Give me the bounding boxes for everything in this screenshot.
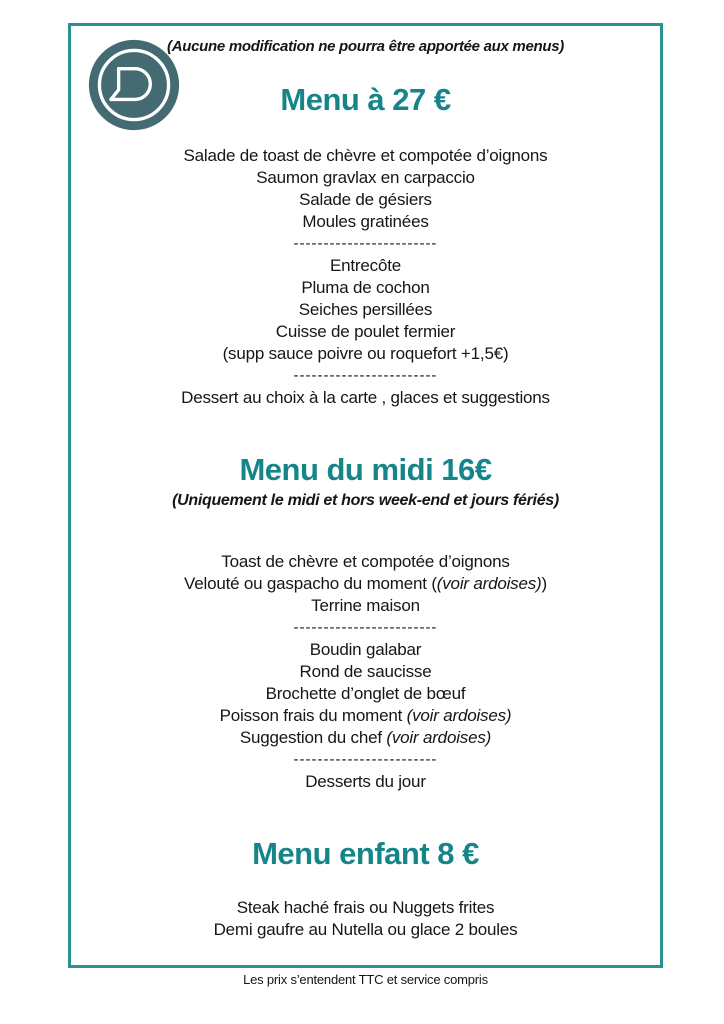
menu-item-text: Velouté ou gaspacho du moment [184,574,427,593]
menu-item: Rond de saucisse [299,662,432,681]
menu-midi-subtitle: (Uniquement le midi et hors week-end et jours fériés) [172,492,559,509]
menu-item: Seiches persillées [298,300,433,319]
menu-item-text: Suggestion du chef [239,728,382,747]
menu-27-title: Menu à 27 € [280,82,451,117]
menu-item-dessert: Desserts du jour [305,772,426,791]
divider: ------------------------ [293,619,438,636]
menu-enfant-items [71,897,660,941]
menu-27-items [71,145,660,409]
menu-item: Cuisse de poulet fermier [275,322,456,341]
menu-item: Terrine maison [311,596,420,615]
menu-item-note: (voir ardoises) [436,574,542,593]
menu-item-supplement: (supp sauce poivre ou roquefort +1,5€) [222,344,509,363]
menu-item-dessert: Dessert au choix à la carte , glaces et suggestions [181,388,550,407]
divider: ------------------------ [293,751,438,768]
menu-item [71,727,660,749]
menu-item: Moules gratinées [302,212,429,231]
menu-item: Boudin galabar [309,640,422,659]
menu-item: Salade de gésiers [299,190,432,209]
menu-item: Toast de chèvre et compotée d’oignons [221,552,510,571]
menu-item: Entrecôte [330,256,401,275]
restaurant-logo [86,37,182,133]
menu-item: Saumon gravlax en carpaccio [256,168,475,187]
menu-item-text: Poisson frais du moment [219,706,403,725]
menu-item: Velouté ou gaspacho du moment ((voir ardoises)) [184,574,547,593]
menu-item: Salade de toast de chèvre et compotée d’oignons [183,146,548,165]
menu-item: Pluma de cochon [301,278,430,297]
menu-item: Steak haché frais ou Nuggets frites [236,898,495,917]
divider: ------------------------ [293,235,438,252]
menu-item [71,705,660,727]
menu-enfant-title: Menu enfant 8 € [252,836,479,871]
menu-item: Brochette d’onglet de bœuf [265,684,466,703]
footer-note: Les prix s’entendent TTC et service compris [243,972,488,987]
menu-midi-items [71,551,660,793]
menu-item: Demi gaufre au Nutella ou glace 2 boules [213,920,518,939]
menu-midi-title: Menu du midi 16€ [239,452,492,487]
top-note: (Aucune modification ne pourra être apportée aux menus) [167,38,564,55]
menu-item-note: (voir ardoises) [406,706,512,725]
menu-content [71,38,660,941]
menu-item-note: (voir ardoises) [386,728,492,747]
divider: ------------------------ [293,367,438,384]
logo-d-icon [86,37,182,133]
menu-frame [68,23,663,968]
